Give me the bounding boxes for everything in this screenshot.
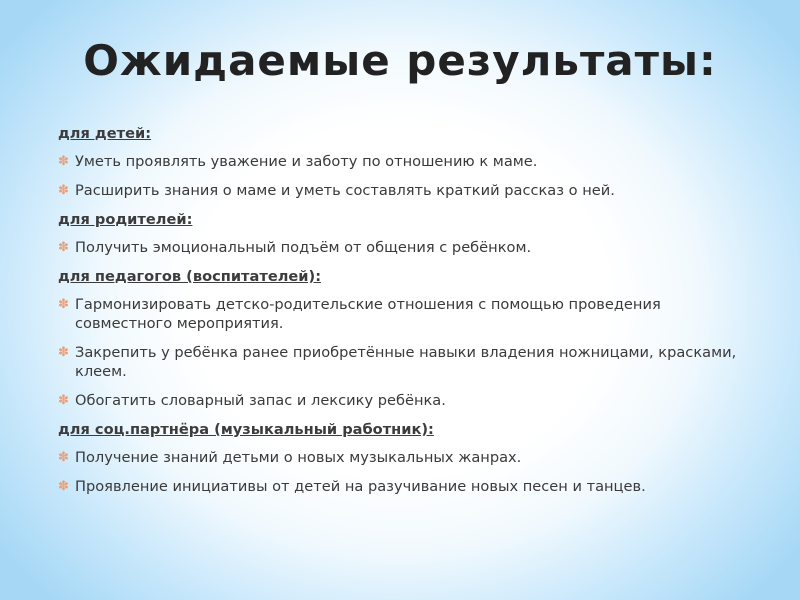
list-item-text: Закрепить у ребёнка ранее приобретённые навыки владения ножницами, красками, клеем. [75,344,737,380]
asterisk-icon: ✽ [58,479,69,494]
asterisk-icon: ✽ [58,183,69,198]
section-heading-parents: для родителей: [58,211,193,228]
list-item [58,448,748,467]
asterisk-icon: ✽ [58,345,69,360]
asterisk-icon: ✽ [58,240,69,255]
list-item-text: Проявление инициативы от детей на разучивание новых песен и танцев. [75,478,646,495]
list-item [58,295,748,333]
list-item-text: Получить эмоциональный подъём от общения с ребёнком. [75,239,532,256]
slide-content [58,124,748,506]
list-item [58,238,748,257]
list-item-text: Обогатить словарный запас и лексику ребёнка. [75,392,446,409]
list-item-text: Расширить знания о маме и уметь составлять краткий рассказ о ней. [75,182,615,199]
list-item [58,181,748,200]
list-item-text: Получение знаний детьми о новых музыкальных жанрах. [75,449,522,466]
list-item-text: Гармонизировать детско-родительские отношения с помощью проведения совместного мероприятия. [75,296,661,332]
list-item [58,343,748,381]
list-item [58,477,748,496]
list-item [58,391,748,410]
section-heading-teachers: для педагогов (воспитателей): [58,268,322,285]
asterisk-icon: ✽ [58,393,69,408]
list-item [58,152,748,171]
list-item-text: Уметь проявлять уважение и заботу по отношению к маме. [75,153,538,170]
slide-title: Ожидаемые результаты: [83,36,717,85]
section-heading-partner: для соц.партнёра (музыкальный работник): [58,421,434,438]
asterisk-icon: ✽ [58,154,69,169]
asterisk-icon: ✽ [58,297,69,312]
section-heading-children: для детей: [58,125,152,142]
asterisk-icon: ✽ [58,450,69,465]
